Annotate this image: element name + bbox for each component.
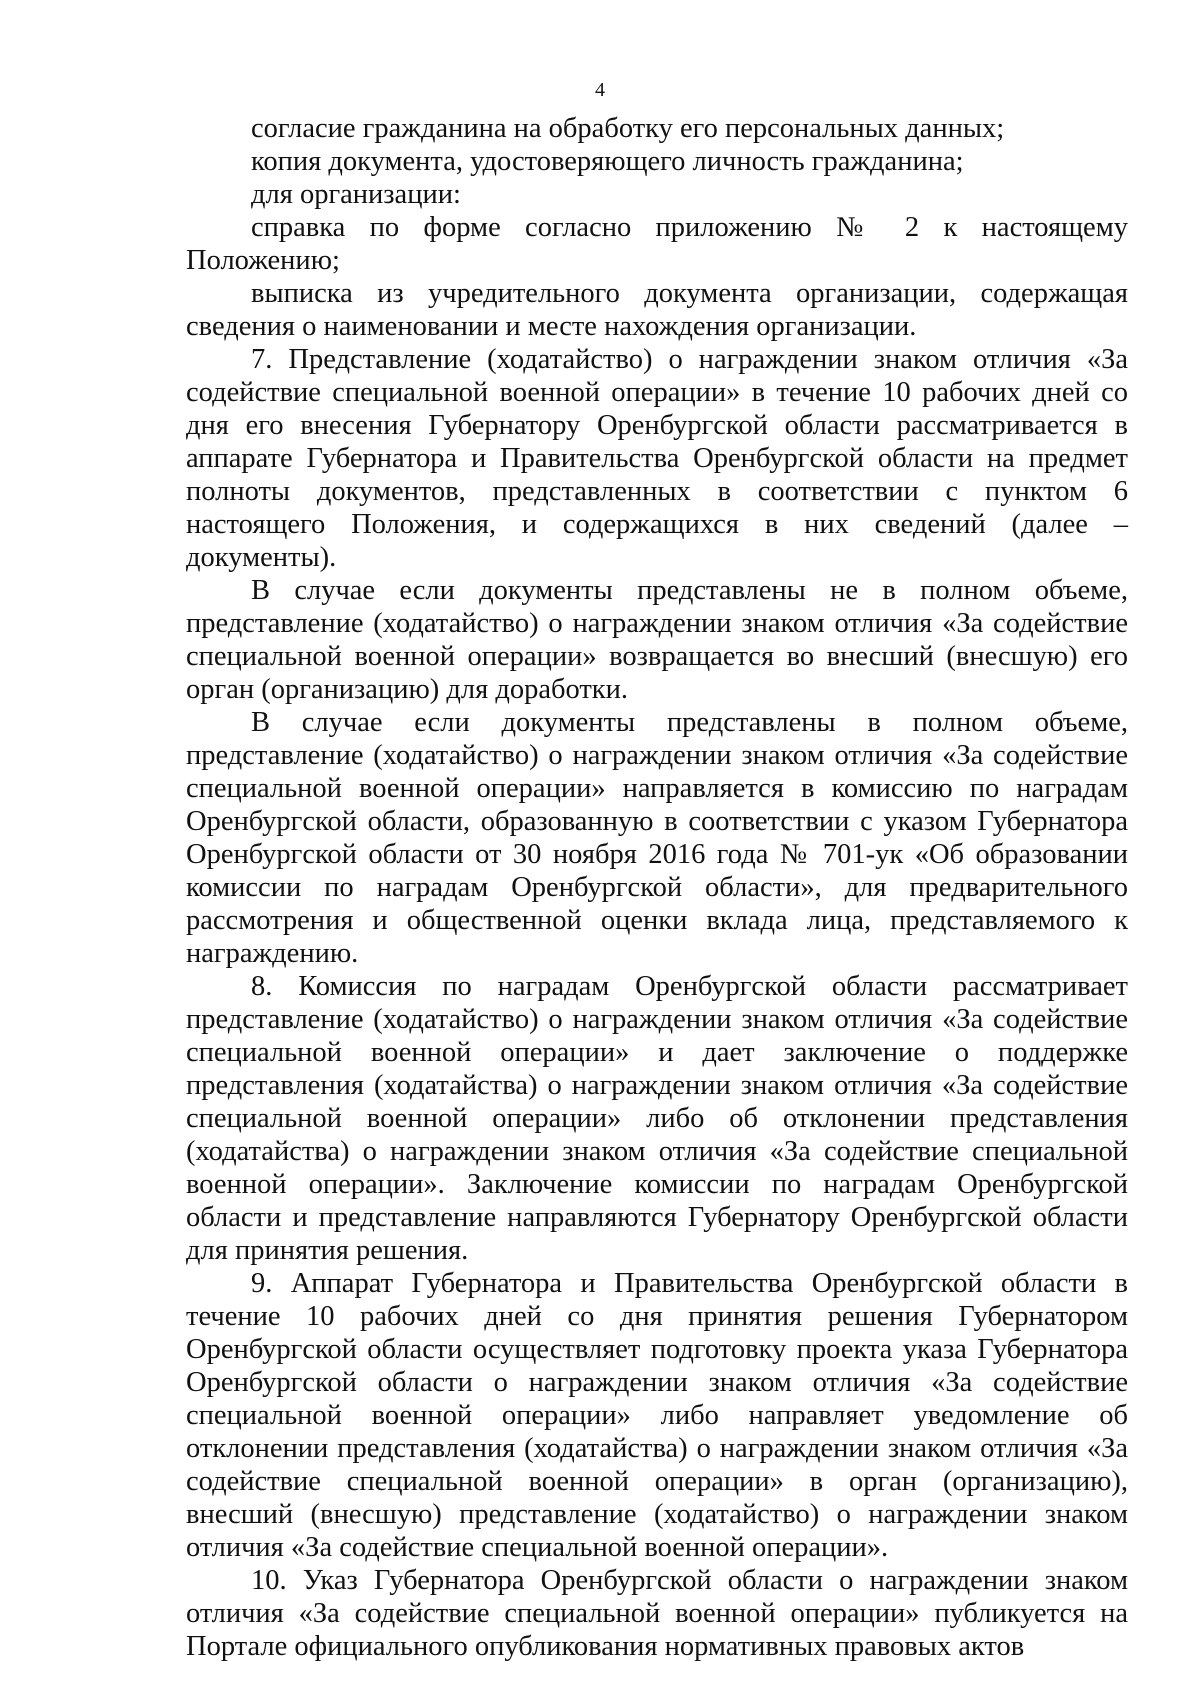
document-body <box>186 112 1128 1663</box>
paragraph-complete-documents: В случае если документы представлены в полном объеме, представление (ходатайство) о награждении знаком отличия «За содействие специальной военной операции» направляется в комиссию по наградам Оренбургской области, образованную в соответствии с указом Губернатора Оренбургской области от 30 ноября 2016 года № 701-ук «Об образовании комиссии по наградам Оренбургской области», для предварительного рассмотрения и общественной оценки вклада лица, представляемого к награждению. <box>186 707 1128 969</box>
paragraph-incomplete-documents: В случае если документы представлены не в полном объеме, представление (ходатайство) о награждении знаком отличия «За содействие специальной военной операции» возвращается во внесший (внесшую) его орган (организацию) для доработки. <box>186 575 1128 705</box>
paragraph-item-7: 7. Представление (ходатайство) о награждении знаком отличия «За содействие специальной военной операции» в течение 10 рабочих дней со дня его внесения Губернатору Оренбургской области рассматривается в аппарате Губернатора и Правительства Оренбургской области на предмет полноты документов, представленных в соответствии с пунктом 6 настоящего Положения, и содержащихся в них сведений (далее – документы). <box>186 344 1128 573</box>
paragraph-item-9: 9. Аппарат Губернатора и Правительства Оренбургской области в течение 10 рабочих дней со дня принятия решения Губернатором Оренбургской области осуществляет подготовку проекта указа Губернатора Оренбургской области о награждении знаком отличия «За содействие специальной военной операции» либо направляет уведомление об отклонении представления (ходатайства) о награждении знаком отличия «За содействие специальной военной операции» в орган (организацию), внесший (внесшую) представление (ходатайство) о награждении знаком отличия «За содействие специальной военной операции». <box>186 1268 1128 1563</box>
paragraph-id-copy: копия документа, удостоверяющего личность гражданина; <box>251 146 964 177</box>
page-number: 4 <box>595 79 605 101</box>
paragraph-consent: согласие гражданина на обработку его персональных данных; <box>251 113 1005 144</box>
paragraph-item-10: 10. Указ Губернатора Оренбургской области о награждении знаком отличия «За содействие специальной военной операции» публикуется на Портале официального опубликования нормативных правовых актов <box>186 1565 1128 1662</box>
paragraph-certificate: справка по форме согласно приложению № 2 к настоящему Положению; <box>186 212 1128 276</box>
paragraph-item-8: 8. Комиссия по наградам Оренбургской области рассматривает представление (ходатайство) о награждении знаком отличия «За содействие специальной военной операции» и дает заключение о поддержке представления (ходатайства) о награждении знаком отличия «За содействие специальной военной операции» либо об отклонении представления (ходатайства) о награждении знаком отличия «За содействие специальной военной операции». Заключение комиссии по наградам Оренбургской области и представление направляются Губернатору Оренбургской области для принятия решения. <box>186 971 1128 1266</box>
paragraph-extract: выписка из учредительного документа организации, содержащая сведения о наименовании и месте нахождения организации. <box>186 278 1128 342</box>
paragraph-for-organization: для организации: <box>251 179 461 210</box>
